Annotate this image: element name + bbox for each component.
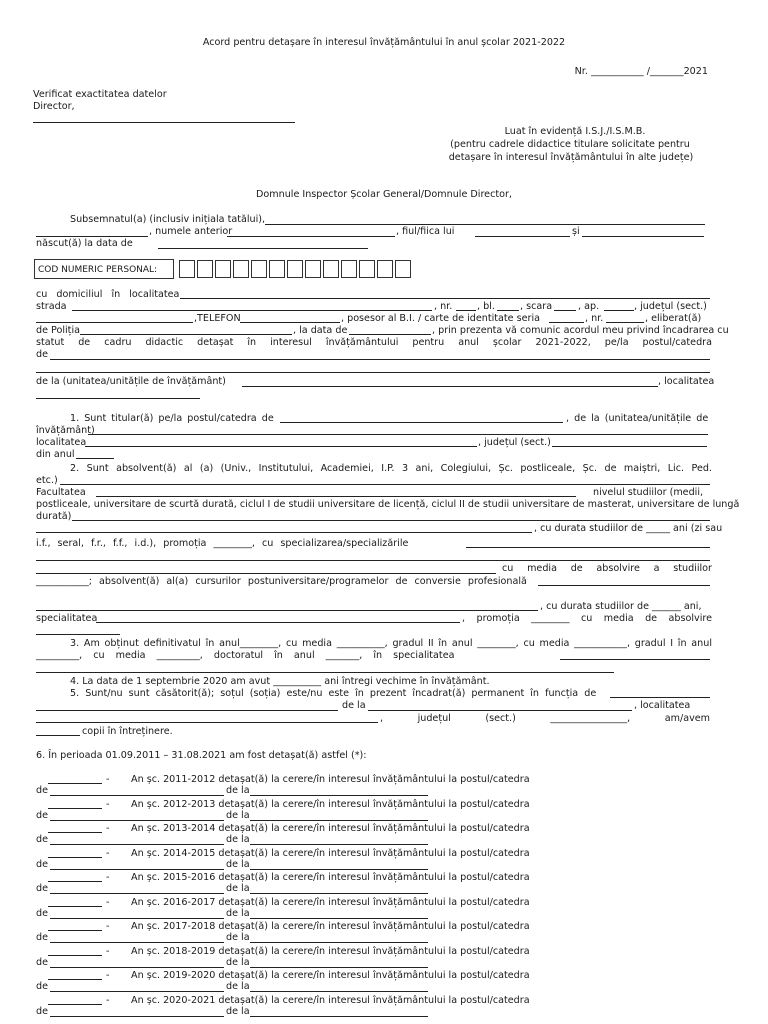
issued-label: , eliberat(ă): [645, 313, 702, 324]
spouse-county-label: , județul (sect.) ________________, am/avem: [380, 713, 710, 724]
apartment-label: , ap.: [578, 301, 600, 312]
name-field-continued[interactable]: [36, 236, 148, 237]
study-level-label: nivelul studiilor (medii,: [593, 487, 704, 498]
detachment-from-label: de la: [226, 981, 250, 992]
issue-date-field[interactable]: [349, 334, 431, 335]
postgrad-field-2[interactable]: [36, 610, 538, 611]
detachment-from-label: de la: [226, 834, 250, 845]
detachment-year-text: An șc. 2020-2021 detașat(ă) la cerere/în interesul învățământului la postul/catedra: [131, 995, 530, 1006]
birth-date-label: născut(ă) la data de: [36, 238, 133, 249]
and-label: și: [572, 226, 580, 237]
study-level-field-2[interactable]: [36, 532, 532, 533]
children-label: copii în întreținere.: [82, 726, 173, 737]
director-label: Director,: [33, 101, 75, 112]
doctorate-specialty-field[interactable]: [560, 659, 710, 660]
id-number-field[interactable]: [606, 322, 644, 323]
detachment-post-field[interactable]: [48, 808, 102, 809]
id-number-label: , nr.: [585, 313, 604, 324]
detachment-post-field[interactable]: [48, 906, 102, 907]
cnp-digit-box[interactable]: [359, 260, 375, 278]
id-series-label: , posesor al B.I. / carte de identitate seria: [341, 313, 541, 324]
section2-text: 2. Sunt absolvent(ă) al (a) (Univ., Institutului, Academiei, I.P. 3 ani, Colegiului, Șc. postliceale, Șc. de maiștri, Lic. Ped.: [70, 463, 712, 474]
detachment-post-field-2[interactable]: [50, 967, 224, 968]
spouse-unit-field[interactable]: [368, 710, 632, 711]
detachment-unit-field[interactable]: [250, 893, 428, 894]
detachment-de-label: de: [36, 883, 48, 894]
county-field[interactable]: [36, 322, 193, 323]
detachment-post-field-2[interactable]: [50, 869, 224, 870]
detachment-post-field-2[interactable]: [50, 1016, 224, 1017]
street-number-label: , nr.: [434, 301, 453, 312]
list-dash: -: [106, 995, 110, 1006]
long-duration-label: durată): [36, 511, 72, 522]
list-dash: -: [106, 872, 110, 883]
detachment-de-label: de: [36, 932, 48, 943]
study-duration-label: , cu durata studiilor de _____ ani (zi sau: [534, 523, 723, 534]
county-label: , județul (sect.): [634, 301, 707, 312]
detachment-year-text: An șc. 2013-2014 detașat(ă) la cerere/în interesul învățământului la postul/catedra: [131, 823, 530, 834]
cnp-digit-box[interactable]: [305, 260, 321, 278]
detachment-unit-field[interactable]: [250, 967, 428, 968]
section1-text: 1. Sunt titular(ă) pe/la postul/catedra de: [70, 413, 274, 424]
cnp-digit-box[interactable]: [395, 260, 411, 278]
detachment-post-field-2[interactable]: [50, 893, 224, 894]
detachment-post-field[interactable]: [48, 832, 102, 833]
unit-city-field[interactable]: [36, 398, 200, 399]
detachment-de-label: de: [36, 908, 48, 919]
cnp-digit-box[interactable]: [323, 260, 339, 278]
document-title: Acord pentru detașare în interesul învățământului în anul școlar 2021-2022: [202, 37, 566, 48]
list-dash: -: [106, 823, 110, 834]
block-label: , bl.: [477, 301, 495, 312]
specialty-label: specialitatea: [36, 613, 98, 624]
isj-line-3: detașare în interesul învățământului în alte județe): [448, 152, 694, 163]
detachment-post-field[interactable]: [48, 881, 102, 882]
graduation-grade-label: cu media de absolvire a studiilor: [502, 563, 712, 574]
postgrad-grade-label: , promoția ________ cu media de absolvire: [462, 613, 712, 624]
detachment-post-field-2[interactable]: [50, 820, 224, 821]
list-dash: -: [106, 848, 110, 859]
study-level-options: postliceale, universitare de scurtă durată, ciclul I de studii universitare de licență, ciclul II de studii universitare de masterat, universitare de lungă: [36, 499, 740, 510]
city-field[interactable]: [180, 298, 710, 299]
detachment-year-text: An șc. 2019-2020 detașat(ă) la cerere/în interesul învățământului la postul/catedra: [131, 970, 530, 981]
statute-text: statut de cadru didactic detașat în interesul învățământului pentru anul școlar 2021-2022, pe/la postul/catedra: [36, 337, 712, 348]
detachment-year-text: An șc. 2014-2015 detașat(ă) la cerere/în interesul învățământului la postul/catedra: [131, 848, 530, 859]
address-city-label: cu domiciliul în localitatea: [36, 289, 180, 300]
section1-school-label: învățământ): [36, 425, 95, 436]
apartment-field[interactable]: [604, 310, 634, 311]
institution-field[interactable]: [60, 484, 710, 485]
cnp-digit-box[interactable]: [215, 260, 231, 278]
cnp-digit-box[interactable]: [197, 260, 213, 278]
detachment-year-text: An șc. 2015-2016 detașat(ă) la cerere/în interesul învățământului la postul/catedra: [131, 872, 530, 883]
stair-field[interactable]: [554, 310, 576, 311]
police-field[interactable]: [80, 334, 292, 335]
section4-text: 4. La data de 1 septembrie 2020 am avut __________ ani întregi vechime în învățământ.: [70, 676, 490, 687]
detachment-from-label: de la: [226, 1006, 250, 1017]
cnp-digit-box[interactable]: [287, 260, 303, 278]
list-dash: -: [106, 921, 110, 932]
detachment-de-label: de: [36, 1006, 48, 1017]
detachment-post-field-2[interactable]: [50, 795, 224, 796]
faculty-label: Facultatea: [36, 487, 86, 498]
detachment-post-field[interactable]: [48, 979, 102, 980]
spouse-function-field[interactable]: [610, 697, 710, 698]
list-dash: -: [106, 897, 110, 908]
section1-unit-label: , de la (unitatea/unitățile de: [566, 413, 709, 424]
detachment-from-label: de la: [226, 957, 250, 968]
cnp-digit-box[interactable]: [341, 260, 357, 278]
spouse-function-field-2[interactable]: [36, 710, 338, 711]
parent-label: , fiul/fiica lui: [396, 226, 455, 237]
verify-label: Verificat exactitatea datelor: [33, 89, 167, 100]
detachment-year-text: An șc. 2011-2012 detașat(ă) la cerere/în interesul învățământului la postul/catedra: [131, 774, 530, 785]
section2-etc: etc.): [36, 475, 58, 486]
section5-text: 5. Sunt/nu sunt căsătorit(ă); soțul (soția) este/nu este în prezent încadrat(ă) permanent în funcția de: [70, 688, 597, 699]
cnp-digit-box[interactable]: [251, 260, 267, 278]
titular-county-field[interactable]: [552, 446, 707, 447]
detachment-from-label: de la: [226, 859, 250, 870]
block-field[interactable]: [497, 310, 519, 311]
detachment-year-text: An șc. 2012-2013 detașat(ă) la cerere/în interesul învățământului la postul/catedra: [131, 799, 530, 810]
specialization-field[interactable]: [466, 547, 710, 548]
study-level-field[interactable]: [72, 520, 710, 521]
spouse-unit-label: de la: [342, 700, 366, 711]
section1-year-label: din anul: [36, 449, 75, 460]
section1-city-label: localitatea: [36, 437, 87, 448]
detachment-post-field[interactable]: [48, 857, 102, 858]
detachment-post-field[interactable]: [48, 783, 102, 784]
specialization-field-2[interactable]: [36, 560, 710, 561]
name-field[interactable]: [265, 224, 705, 225]
cnp-label: COD NUMERIC PERSONAL:: [34, 259, 174, 279]
unit-city-label: , localitatea: [658, 376, 715, 387]
unit-field[interactable]: [242, 386, 658, 387]
detachment-post-field-2[interactable]: [50, 942, 224, 943]
cnp-digit-box[interactable]: [377, 260, 393, 278]
detachment-de-label: de: [36, 957, 48, 968]
street-number-field[interactable]: [456, 310, 476, 311]
unit-label: de la (unitatea/unitățile de învățământ): [36, 376, 226, 387]
titular-city-field[interactable]: [85, 446, 477, 447]
titular-post-field[interactable]: [280, 422, 563, 423]
detachment-unit-field[interactable]: [250, 1016, 428, 1017]
cnp-boxes[interactable]: [179, 260, 413, 278]
previous-name-field[interactable]: [227, 236, 395, 237]
detachment-year-text: An șc. 2018-2019 detașat(ă) la cerere/în interesul învățământului la postul/catedra: [131, 946, 530, 957]
detachment-post-field[interactable]: [48, 955, 102, 956]
postgrad-duration-label: , cu durata studiilor de ______ ani,: [540, 601, 702, 612]
detachment-post-field-2[interactable]: [50, 918, 224, 919]
section1-county-label: , județul (sect.): [478, 437, 551, 448]
detachment-de-label: de: [36, 810, 48, 821]
postgrad-label: ___________; absolvent(ă) al(a) cursurilor postuniversitare/programelor de conversie profesională: [36, 576, 527, 587]
stair-label: , scara: [520, 301, 553, 312]
list-dash: -: [106, 946, 110, 957]
titular-year-field[interactable]: [76, 458, 114, 459]
detachment-from-label: de la: [226, 810, 250, 821]
section6-heading: 6. În perioada 01.09.2011 – 31.08.2021 am fost detașat(ă) astfel (*):: [36, 750, 367, 761]
detachment-from-label: de la: [226, 908, 250, 919]
isj-line-1: Luat în evidență I.S.J./I.S.M.B.: [504, 126, 646, 137]
detachment-unit-field[interactable]: [250, 942, 428, 943]
issue-date-label: , la data de: [293, 325, 348, 336]
police-label: de Poliția: [36, 325, 80, 336]
id-series-field[interactable]: [549, 322, 584, 323]
post-de-label: de: [36, 349, 48, 360]
postgrad-field[interactable]: [538, 585, 710, 586]
greeting: Domnule Inspector Școlar General/Domnule Director,: [256, 189, 512, 200]
detachment-from-label: de la: [226, 785, 250, 796]
street-field[interactable]: [72, 310, 432, 311]
section3-text: 3. Am obținut definitivatul în anul________, cu media __________, gradul II în anul ________, cu media ___________, gradul I în anul: [70, 638, 712, 649]
children-count-field[interactable]: [36, 735, 80, 736]
registration-number: Nr. ___________ /_______2021: [574, 66, 708, 77]
detachment-de-label: de: [36, 981, 48, 992]
director-signature-line: [33, 122, 295, 123]
list-dash: -: [106, 799, 110, 810]
previous-name-label: , numele anterior: [149, 226, 233, 237]
detachment-post-field-2[interactable]: [50, 991, 224, 992]
detachment-unit-field[interactable]: [250, 844, 428, 845]
detachment-year-text: An șc. 2017-2018 detașat(ă) la cerere/în interesul învățământului la postul/catedra: [131, 921, 530, 932]
name-label: Subsemnatul(a) (inclusiv inițiala tatălui),: [70, 214, 266, 225]
phone-field[interactable]: [240, 322, 340, 323]
spouse-city-field[interactable]: [36, 722, 378, 723]
post-field[interactable]: [50, 359, 710, 360]
detachment-unit-field[interactable]: [250, 991, 428, 992]
detachment-unit-field[interactable]: [250, 820, 428, 821]
list-dash: -: [106, 774, 110, 785]
detachment-de-label: de: [36, 785, 48, 796]
list-dash: -: [106, 970, 110, 981]
specialty-field[interactable]: [96, 622, 460, 623]
spouse-city-label: , localitatea: [634, 700, 691, 711]
detachment-from-label: de la: [226, 932, 250, 943]
cnp-digit-box[interactable]: [233, 260, 249, 278]
titular-unit-field[interactable]: [88, 434, 708, 435]
street-label: strada: [36, 301, 67, 312]
consent-text: , prin prezenta vă comunic acordul meu privind încadrarea cu: [432, 325, 729, 336]
cnp-digit-box[interactable]: [179, 260, 195, 278]
faculty-field[interactable]: [96, 496, 576, 497]
detachment-de-label: de: [36, 834, 48, 845]
doctorate-specialty-field-2[interactable]: [36, 672, 614, 673]
detachment-unit-field[interactable]: [250, 869, 428, 870]
birth-date-field[interactable]: [158, 248, 368, 249]
cnp-digit-box[interactable]: [269, 260, 285, 278]
study-form-label: i.f., seral, f.r., f.f., i.d.), promoția ________, cu specializarea/specializările: [36, 538, 409, 549]
detachment-post-field[interactable]: [48, 930, 102, 931]
mother-name-field[interactable]: [582, 236, 704, 237]
specialization-field-3[interactable]: [36, 573, 496, 574]
isj-line-2: (pentru cadrele didactice titulare solicitate pentru: [450, 139, 690, 150]
postgrad-grade-field[interactable]: [36, 634, 120, 635]
post-field-continued[interactable]: [36, 372, 710, 373]
father-name-field[interactable]: [475, 236, 570, 237]
detachment-year-text: An șc. 2016-2017 detașat(ă) la cerere/în interesul învățământului la postul/catedra: [131, 897, 530, 908]
section3-doctorate: _________, cu media _________, doctoratul în anul _______, în specialitatea: [36, 650, 455, 661]
detachment-from-label: de la: [226, 883, 250, 894]
detachment-unit-field[interactable]: [250, 795, 428, 796]
phone-label: ,TELEFON: [194, 313, 241, 324]
detachment-unit-field[interactable]: [250, 918, 428, 919]
detachment-post-field[interactable]: [48, 1004, 102, 1005]
detachment-post-field-2[interactable]: [50, 844, 224, 845]
detachment-de-label: de: [36, 859, 48, 870]
